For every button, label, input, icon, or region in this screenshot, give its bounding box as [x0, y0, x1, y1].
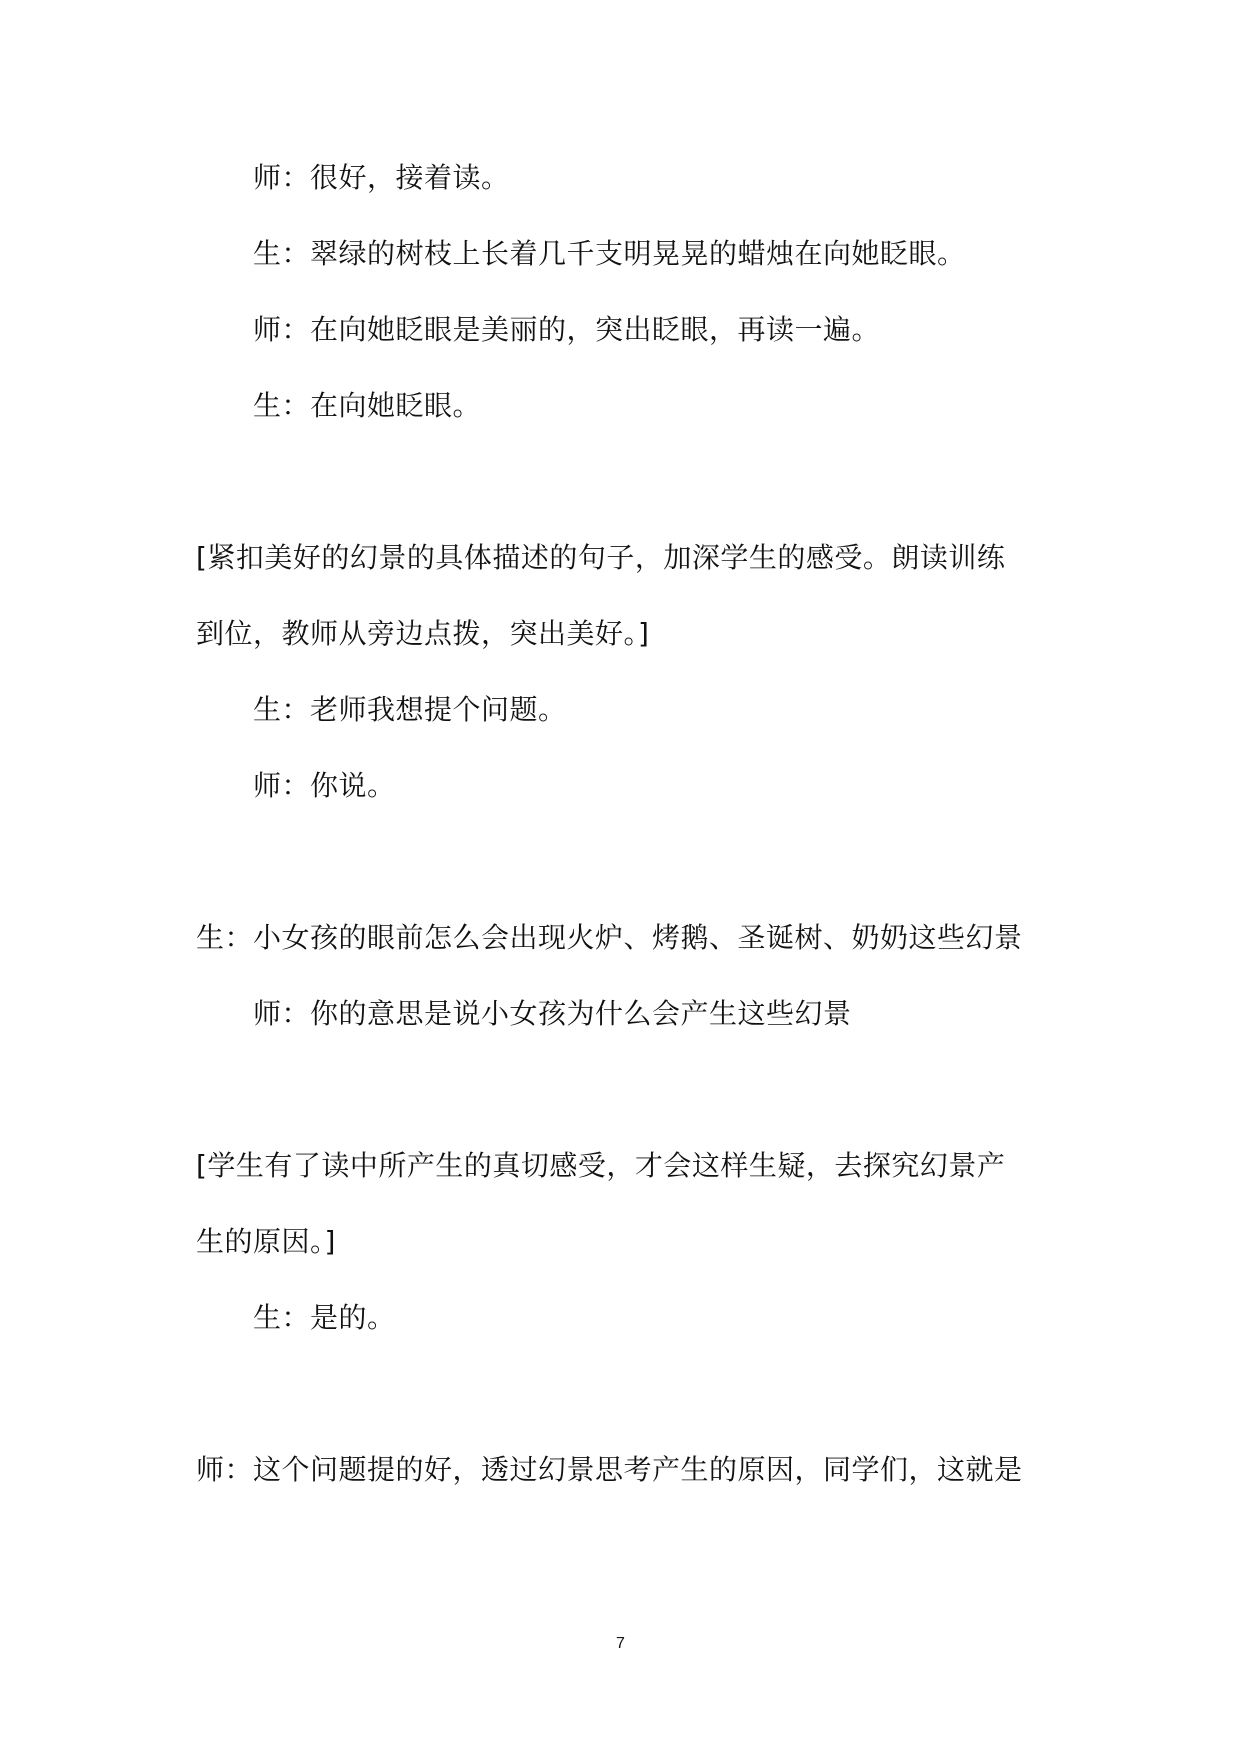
dialogue-line-student: 生：翠绿的树枝上长着几千支明晃晃的蜡烛在向她眨眼。	[253, 237, 966, 270]
dialogue-line-student: 生：小女孩的眼前怎么会出现火炉、烤鹅、圣诞树、奶奶这些幻景	[196, 921, 1023, 954]
dialogue-line-teacher: 师：很好，接着读。	[253, 161, 510, 194]
dialogue-line-teacher: 师：你的意思是说小女孩为什么会产生这些幻景	[253, 997, 852, 1030]
dialogue-line-teacher: 师：这个问题提的好，透过幻景思考产生的原因，同学们，这就是	[196, 1453, 1023, 1486]
dialogue-line-teacher: 师：你说。	[253, 769, 396, 802]
dialogue-line-student: 生：老师我想提个问题。	[253, 693, 567, 726]
dialogue-line-student: 生：在向她眨眼。	[253, 389, 482, 422]
dialogue-line-teacher: 师：在向她眨眼是美丽的，突出眨眼，再读一遍。	[253, 313, 881, 346]
annotation-line: 到位，教师从旁边点拨，突出美好。]	[196, 617, 650, 650]
annotation-line: [学生有了读中所产生的真切感受，才会这样生疑，去探究幻景产	[196, 1149, 1006, 1182]
dialogue-line-student: 生：是的。	[253, 1301, 396, 1334]
annotation-line: [紧扣美好的幻景的具体描述的句子，加深学生的感受。朗读训练	[196, 541, 1006, 574]
annotation-line: 生的原因。]	[196, 1225, 336, 1258]
page-number: 7	[616, 1635, 625, 1652]
